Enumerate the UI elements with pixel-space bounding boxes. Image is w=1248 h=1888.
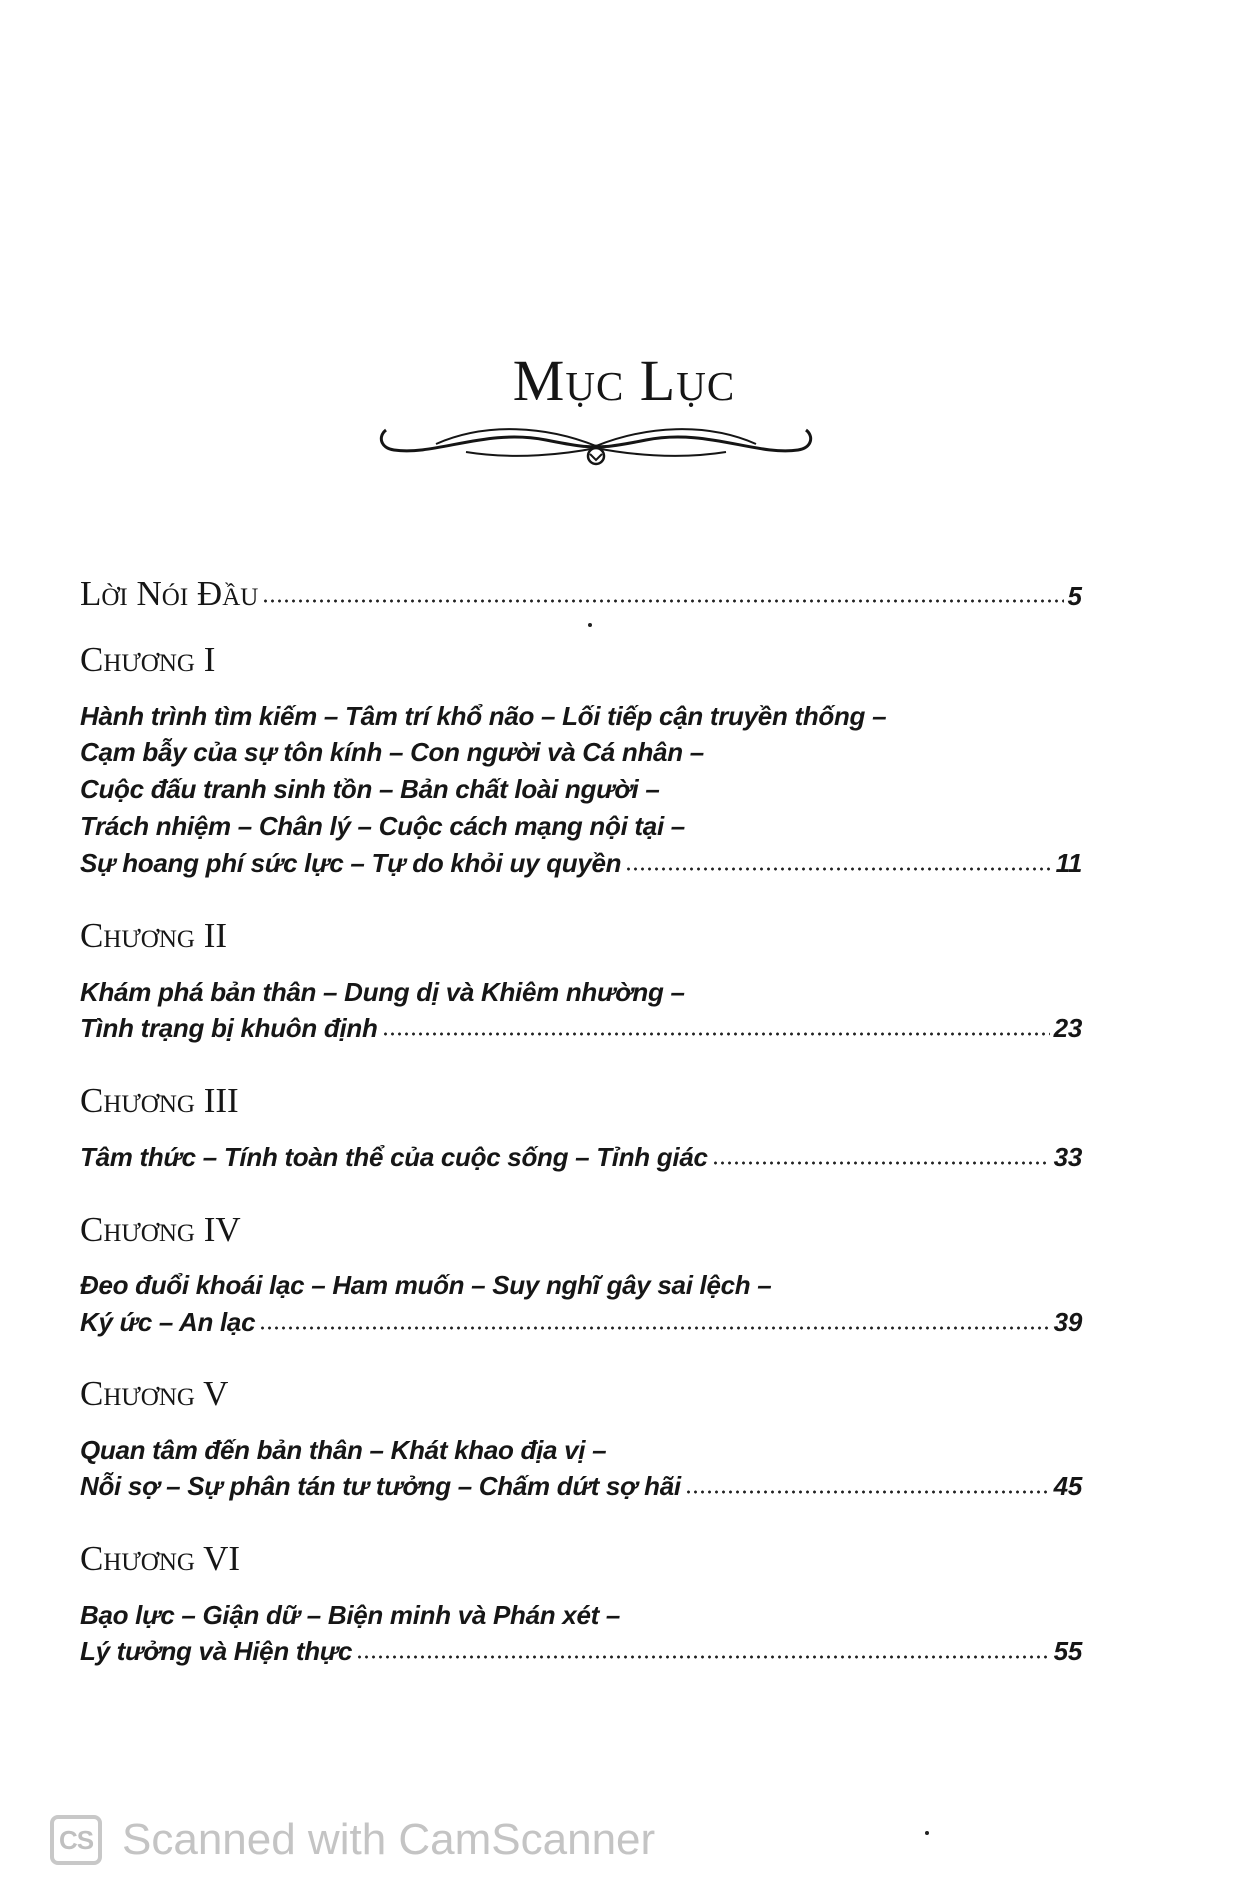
dot-leader: [712, 1161, 1050, 1165]
chapter-topic-line-final: [80, 1009, 1082, 1047]
chapter-topic-line: [80, 697, 1082, 735]
chapter-topic-line: [80, 770, 1082, 808]
dot-leader: [625, 867, 1051, 871]
chapter-heading: Chương I: [80, 640, 216, 679]
topic-text: Bạo lực – Giận dữ – Biện minh và Phán xét –: [80, 1600, 621, 1630]
topic-text: Đeo đuổi khoái lạc – Ham muốn – Suy nghĩ gây sai lệch –: [80, 1270, 772, 1300]
chapter-topic-line: [80, 1596, 1082, 1634]
page-number: 55: [1053, 1636, 1082, 1666]
topic-text: Cuộc đấu tranh sinh tồn – Bản chất loài người –: [80, 774, 660, 804]
camscanner-logo-icon: CS: [50, 1815, 102, 1865]
dot-leader: [262, 599, 1063, 603]
chapter-topic-line: [80, 973, 1082, 1011]
page-number: 45: [1053, 1471, 1082, 1501]
dot-leader: [685, 1490, 1050, 1494]
ornamental-flourish-icon: [376, 418, 816, 468]
page-number: 33: [1053, 1142, 1082, 1172]
page-number: 23: [1053, 1013, 1082, 1043]
topic-text: Ký ức – An lạc: [80, 1307, 256, 1337]
chapter-topic-line: [80, 1266, 1082, 1304]
chapter-topic-line-final: [80, 844, 1082, 882]
preface-label: Lời Nói Đầu: [80, 574, 259, 613]
topic-text: Hành trình tìm kiếm – Tâm trí khổ não – Lối tiếp cận truyền thống –: [80, 701, 887, 731]
chapter-heading: Chương V: [80, 1374, 229, 1413]
watermark-text: Scanned with CamScanner: [122, 1815, 656, 1864]
chapter-heading: Chương IV: [80, 1210, 241, 1249]
topic-text: Lý tưởng và Hiện thực: [80, 1636, 353, 1666]
chapter-topic-line: [80, 733, 1082, 771]
topic-text: Cạm bẫy của sự tôn kính – Con người và Cá nhân –: [80, 737, 704, 767]
chapter-heading: Chương VI: [80, 1539, 241, 1578]
dot-leader: [259, 1326, 1049, 1330]
chapter-topic-line-final: [80, 1303, 1082, 1341]
topic-text: Trách nhiệm – Chân lý – Cuộc cách mạng nội tại –: [80, 811, 685, 841]
chapter-heading: Chương II: [80, 916, 228, 955]
page-number: 11: [1055, 848, 1082, 878]
topic-text: Tâm thức – Tính toàn thể của cuộc sống – Tỉnh giác: [80, 1142, 708, 1172]
dot-leader: [356, 1655, 1049, 1659]
preface-page-number: 5: [1067, 581, 1082, 611]
chapter-topic-line: [80, 1431, 1082, 1469]
page-number: 39: [1053, 1307, 1082, 1337]
topic-text: Quan tâm đến bản thân – Khát khao địa vị –: [80, 1435, 607, 1465]
toc-entry-preface: [80, 574, 1082, 614]
topic-text: Khám phá bản thân – Dung dị và Khiêm nhường –: [80, 977, 685, 1007]
chapter-topic-line-final: [80, 1138, 1082, 1176]
chapter-topic-line: [80, 807, 1082, 845]
topic-text: Tình trạng bị khuôn định: [80, 1013, 378, 1043]
scan-speck: [925, 1831, 929, 1835]
scan-speck: [588, 623, 592, 627]
chapter-topic-line-final: [80, 1467, 1082, 1505]
chapter-heading: Chương III: [80, 1081, 239, 1120]
camscanner-watermark: [50, 1812, 655, 1868]
dot-leader: [382, 1032, 1050, 1036]
chapter-topic-line-final: [80, 1632, 1082, 1670]
topic-text: Sự hoang phí sức lực – Tự do khỏi uy quyền: [80, 848, 622, 878]
topic-text: Nỗi sợ – Sự phân tán tư tưởng – Chấm dứt sợ hãi: [80, 1471, 681, 1501]
page-title: Mục Lục: [512, 348, 736, 413]
